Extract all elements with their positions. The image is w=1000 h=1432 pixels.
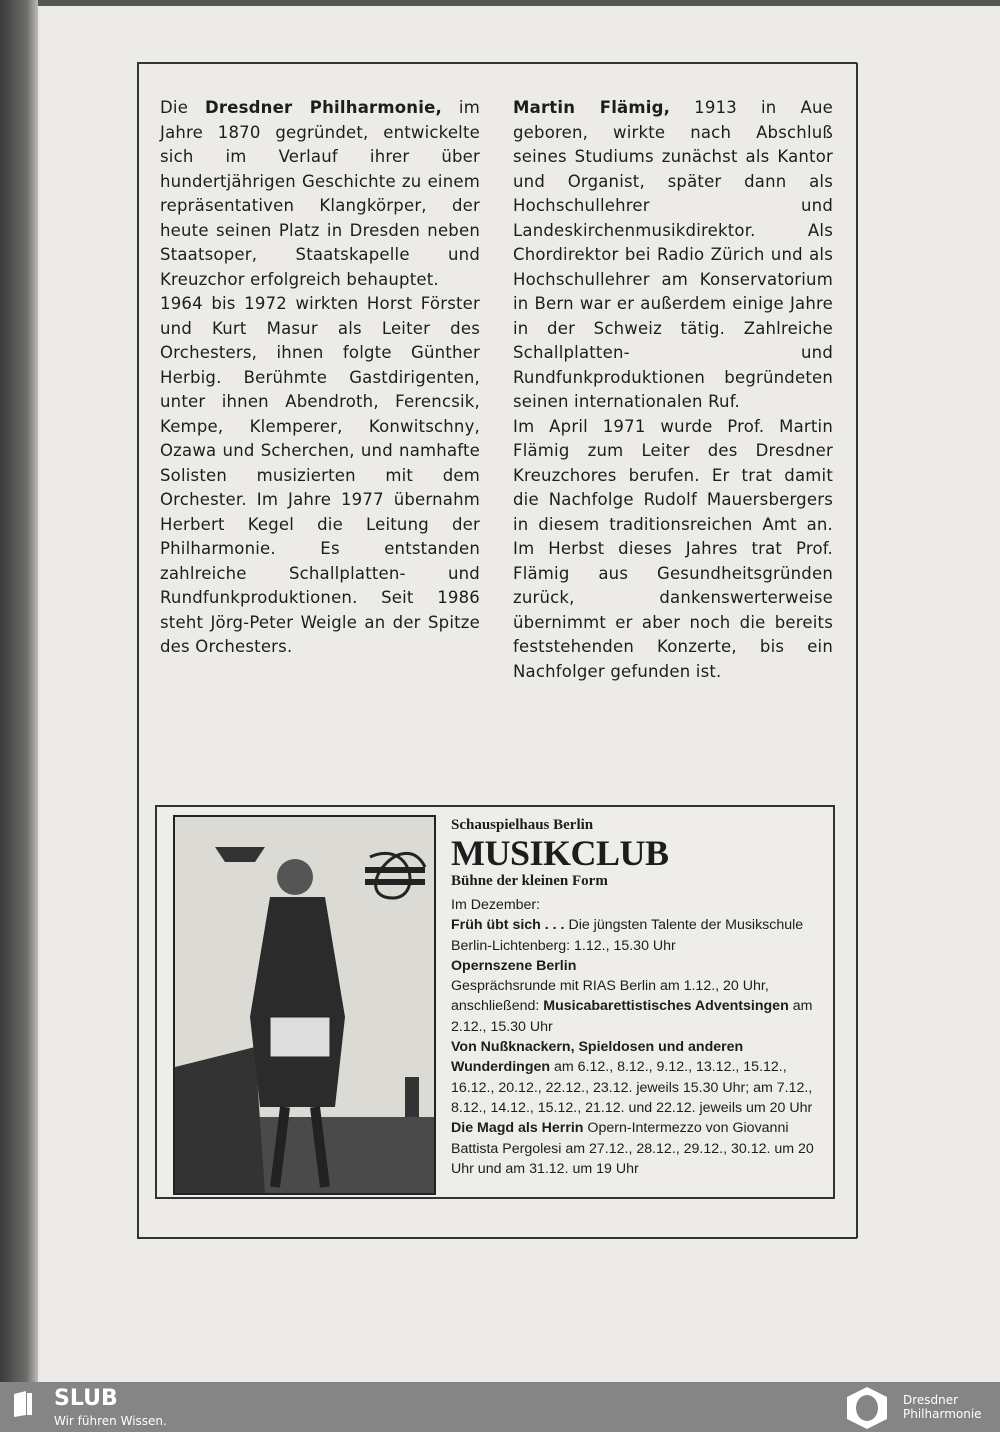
bold-name: Martin Flämig, (513, 98, 671, 117)
partner-line2: Philharmonie (903, 1407, 982, 1421)
event-title: Die Magd als Herrin (451, 1120, 584, 1137)
event-title: Von Nußknackern, Spieldosen und anderen Wunderdingen (451, 1039, 744, 1076)
venue-name: Schauspielhaus Berlin (451, 817, 594, 833)
ad-intro: Im Dezember: (451, 897, 541, 913)
musikclub-advertisement (155, 805, 835, 1199)
partner-line1: Dresdner (903, 1393, 959, 1407)
left-column (160, 96, 480, 660)
event-details: am 6.12., 8.12., 9.12., 13.12., 15.12., 16.12., 20.12., 22.12., 23.12. jeweils 15.30 Uhr; am 7.12., 8.12., 14.12., 15.12., 21.12. und 22.12. jeweils um 20 Uhr (451, 1059, 813, 1116)
slub-tagline: Wir führen Wissen. (54, 1414, 167, 1428)
event-details: Gesprächsrunde mit RIAS Berlin am 1.12., 20 Uhr, anschließend: (451, 978, 769, 1015)
bold-name: Dresdner Philharmonie, (205, 98, 442, 117)
ad-text (451, 815, 831, 1179)
text: im Jahre 1870 gegründet, entwickelte sich im Verlauf ihrer über hundertjährigen Geschichte zu einem repräsentativen Klangkörper, der heute seinen Platz in Dresden neben Staatsoper, Staatskapelle und Kreuzchor erfolgreich behauptet. (160, 98, 480, 289)
event-4 (451, 1037, 831, 1118)
flaemig-bio (513, 96, 833, 415)
text: Die (160, 98, 206, 117)
woodcut-illustration (173, 815, 436, 1195)
event-details: Opern-Intermezzo von Giovanni Battista Pergolesi am 27.12., 28.12., 29.12., 30.12. um 20 Uhr und am 31.12. um 19 Uhr (451, 1120, 814, 1177)
bottom-rule (137, 1237, 857, 1239)
book-spine (0, 0, 38, 1382)
event-title: Opernszene Berlin (451, 957, 577, 974)
left-rule (137, 63, 139, 1238)
philharmonie-intro (160, 96, 480, 292)
slub-logo-text[interactable]: SLUB (54, 1386, 118, 1411)
footer-bar (0, 1382, 1000, 1432)
right-rule (856, 63, 858, 1238)
event-1 (451, 915, 831, 956)
event-title: Früh übt sich . . . (451, 917, 565, 934)
event-2 (451, 956, 831, 1037)
event-details: am 2.12., 15.30 Uhr (451, 998, 813, 1035)
event-title: Musicabarettistisches Adventsingen (543, 998, 789, 1015)
slub-book-icon (12, 1390, 34, 1418)
ad-subtitle: Bühne der kleinen Form (451, 873, 608, 889)
musician-figure-icon (175, 817, 434, 1193)
flaemig-kreuzchor: Im April 1971 wurde Prof. Martin Flämig zum Leiter des Dresdner Kreuzchores berufen. Er trat damit die Nachfolge Rudolf Mauersbergers in diesem traditionsreichen Amt an. Im Herbst dieses Jahres trat Prof. Flämig aus Gesundheitsgründen zurück, dankenswerterweise übernimmt er aber noch die bereits feststehenden Konzerte, bis ein Nachfolger gefunden ist. (513, 416, 833, 681)
philharmonie-logo-text[interactable] (903, 1393, 982, 1421)
ad-title: MUSIKCLUB (451, 833, 669, 873)
event-5 (451, 1118, 831, 1179)
text: 1913 in Aue geboren, wirkte nach Abschluß seines Studiums zunächst als Kantor und Organist, später dann als Hochschullehrer und Landeskirchenmusikdirektor. Als Chordirektor bei Radio Zürich und als Hochschullehrer am Konservatorium in Bern war er außerdem einige Jahre in der Schweiz tätig. Zahlreiche Schallplatten- und Rundfunkproduktionen begründeten seinen internationalen Ruf. (513, 98, 833, 411)
philharmonie-history: 1964 bis 1972 wirkten Horst Förster und Kurt Masur als Leiter des Orchesters, ihnen folgte Günther Herbig. Berühmte Gastdirigenten, unter ihnen Abendroth, Ferencsik, Kempe, Klemperer, Konwitschny, Ozawa und Scherchen, und namhafte Solisten musizierten mit dem Orchester. Im Jahre 1977 übernahm Herbert Kegel die Leitung der Philharmonie. Es entstanden zahlreiche Schallplatten- und Rundfunkproduktionen. Seit 1986 steht Jörg-Peter Weigle an der Spitze des Orchesters. (160, 294, 480, 656)
top-rule (137, 62, 857, 64)
philharmonie-logo-icon (842, 1386, 892, 1430)
right-column (513, 96, 833, 684)
event-details: Die jüngsten Talente der Musikschule Berlin-Lichtenberg: 1.12., 15.30 Uhr (451, 917, 804, 954)
